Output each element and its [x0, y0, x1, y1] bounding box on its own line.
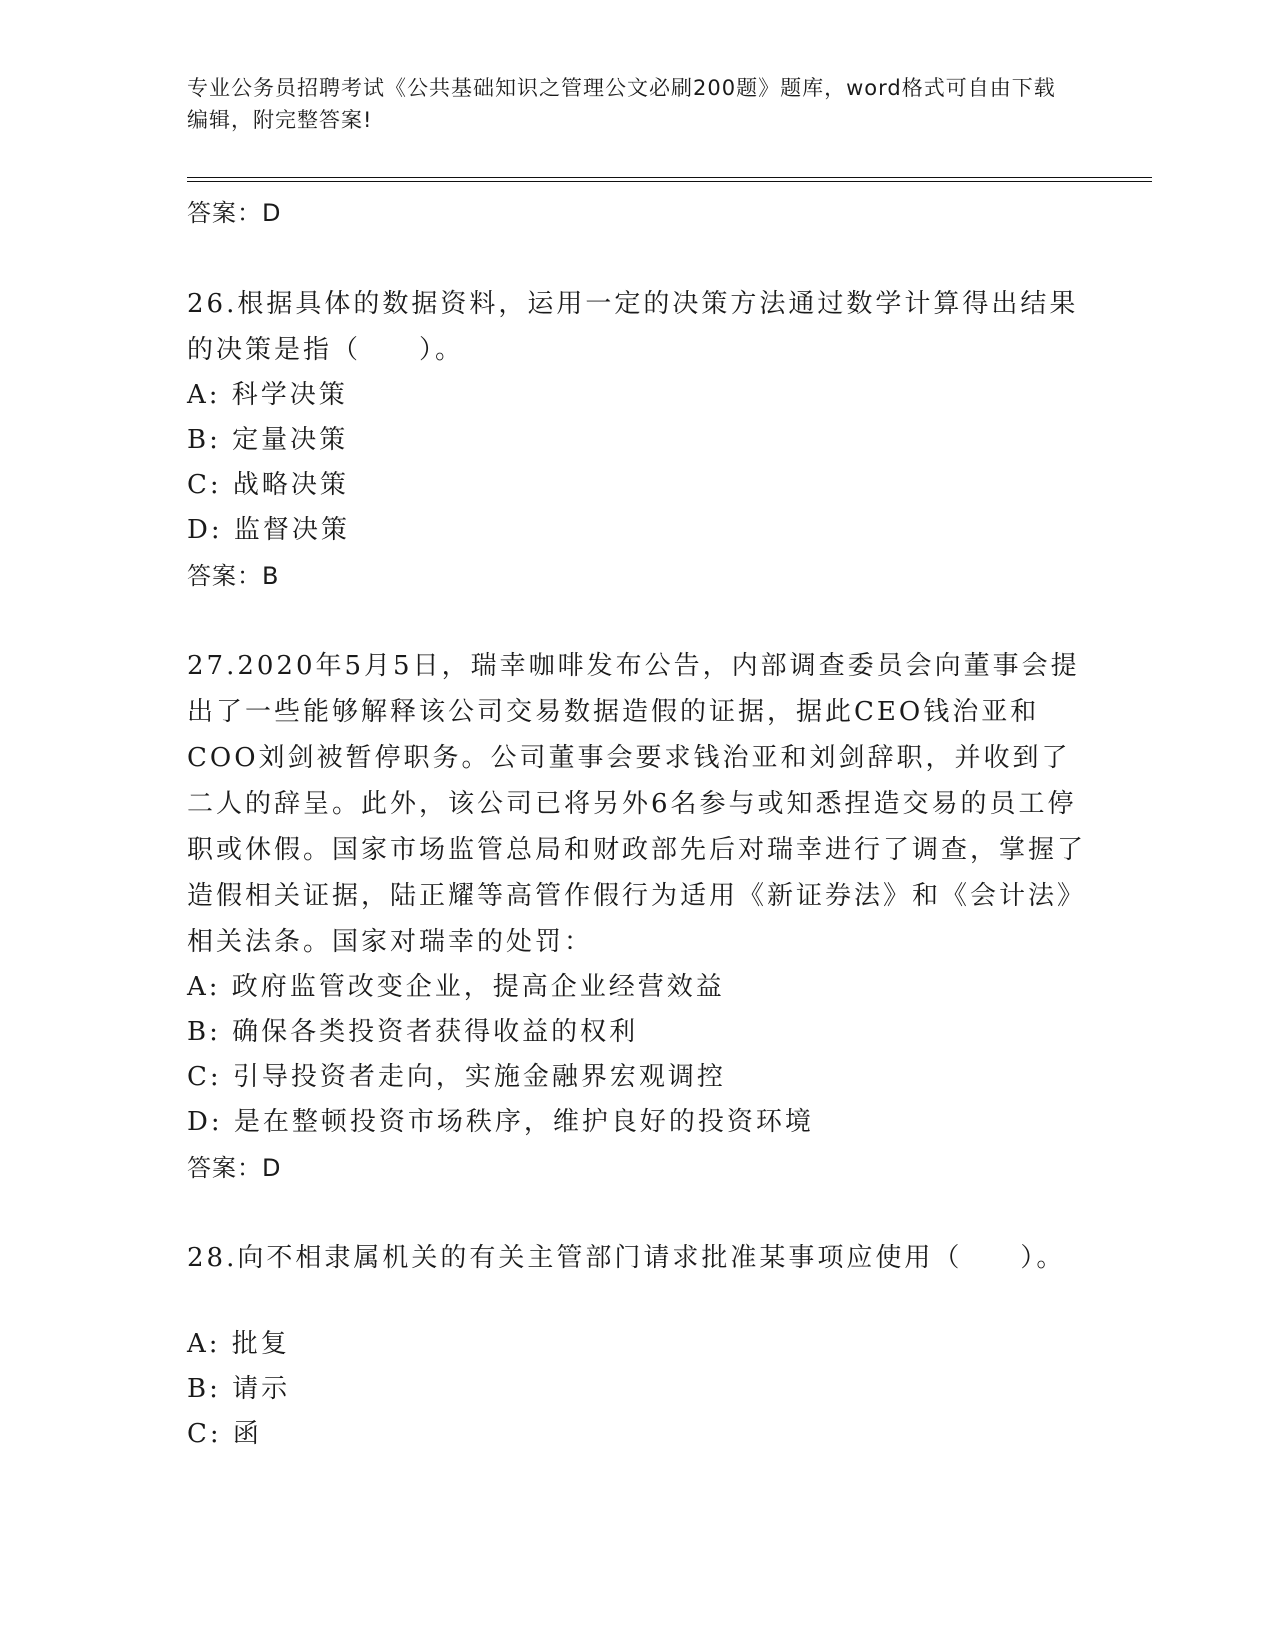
q28-option-a: A: 批复: [187, 1329, 290, 1359]
header-rule: [187, 177, 1152, 178]
q28-option-c: C: 函: [187, 1419, 262, 1449]
spacer: [187, 1191, 1087, 1235]
q26-option-d: D: 监督决策: [187, 515, 350, 545]
answer-25: 答案：D: [187, 199, 282, 227]
q28-option-b: B: 请示: [187, 1374, 291, 1404]
q26-option-a: A: 科学决策: [187, 380, 348, 410]
question-28: 28.向不相隶属机关的有关主管部门请求批准某事项应使用（ ）。: [187, 1243, 1066, 1273]
q26-answer: 答案：B: [187, 562, 280, 590]
document-body: [187, 190, 1087, 1457]
q27-answer: 答案：D: [187, 1154, 282, 1182]
header-rule-double: [187, 181, 1152, 182]
question-27: 27.2020年5月5日，瑞幸咖啡发布公告，内部调查委员会向董事会提出了一些能够解释该公司交易数据造假的证据，据此CEO钱治亚和COO刘剑被暂停职务。公司董事会要求钱治亚和刘剑辞职，并收到了二人的辞呈。此外，该公司已将另外6名参与或知悉捏造交易的员工停职或休假。国家市场监管总局和财政部先后对瑞幸进行了调查，掌握了造假相关证据，陆正耀等高管作假行为适用《新证券法》和《会计法》相关法条。国家对瑞幸的处罚：: [187, 651, 1087, 957]
q27-option-c: C: 引导投资者走向，实施金融界宏观调控: [187, 1062, 726, 1092]
q27-option-d: D: 是在整顿投资市场秩序，维护良好的投资环境: [187, 1107, 814, 1137]
q27-option-b: B: 确保各类投资者获得收益的权利: [187, 1017, 639, 1047]
q26-option-c: C: 战略决策: [187, 470, 349, 500]
question-26: 26.根据具体的数据资料，运用一定的决策方法通过数学计算得出结果的决策是指（ ）。: [187, 289, 1079, 365]
page-header: [187, 72, 1067, 136]
header-title: 专业公务员招聘考试《公共基础知识之管理公文必刷200题》题库，word格式可自由下载编辑，附完整答案!: [187, 76, 1056, 132]
q26-option-b: B: 定量决策: [187, 425, 349, 455]
spacer: [187, 1281, 1087, 1322]
spacer: [187, 599, 1087, 643]
spacer: [187, 236, 1087, 281]
q27-option-a: A: 政府监管改变企业，提高企业经营效益: [187, 972, 725, 1002]
